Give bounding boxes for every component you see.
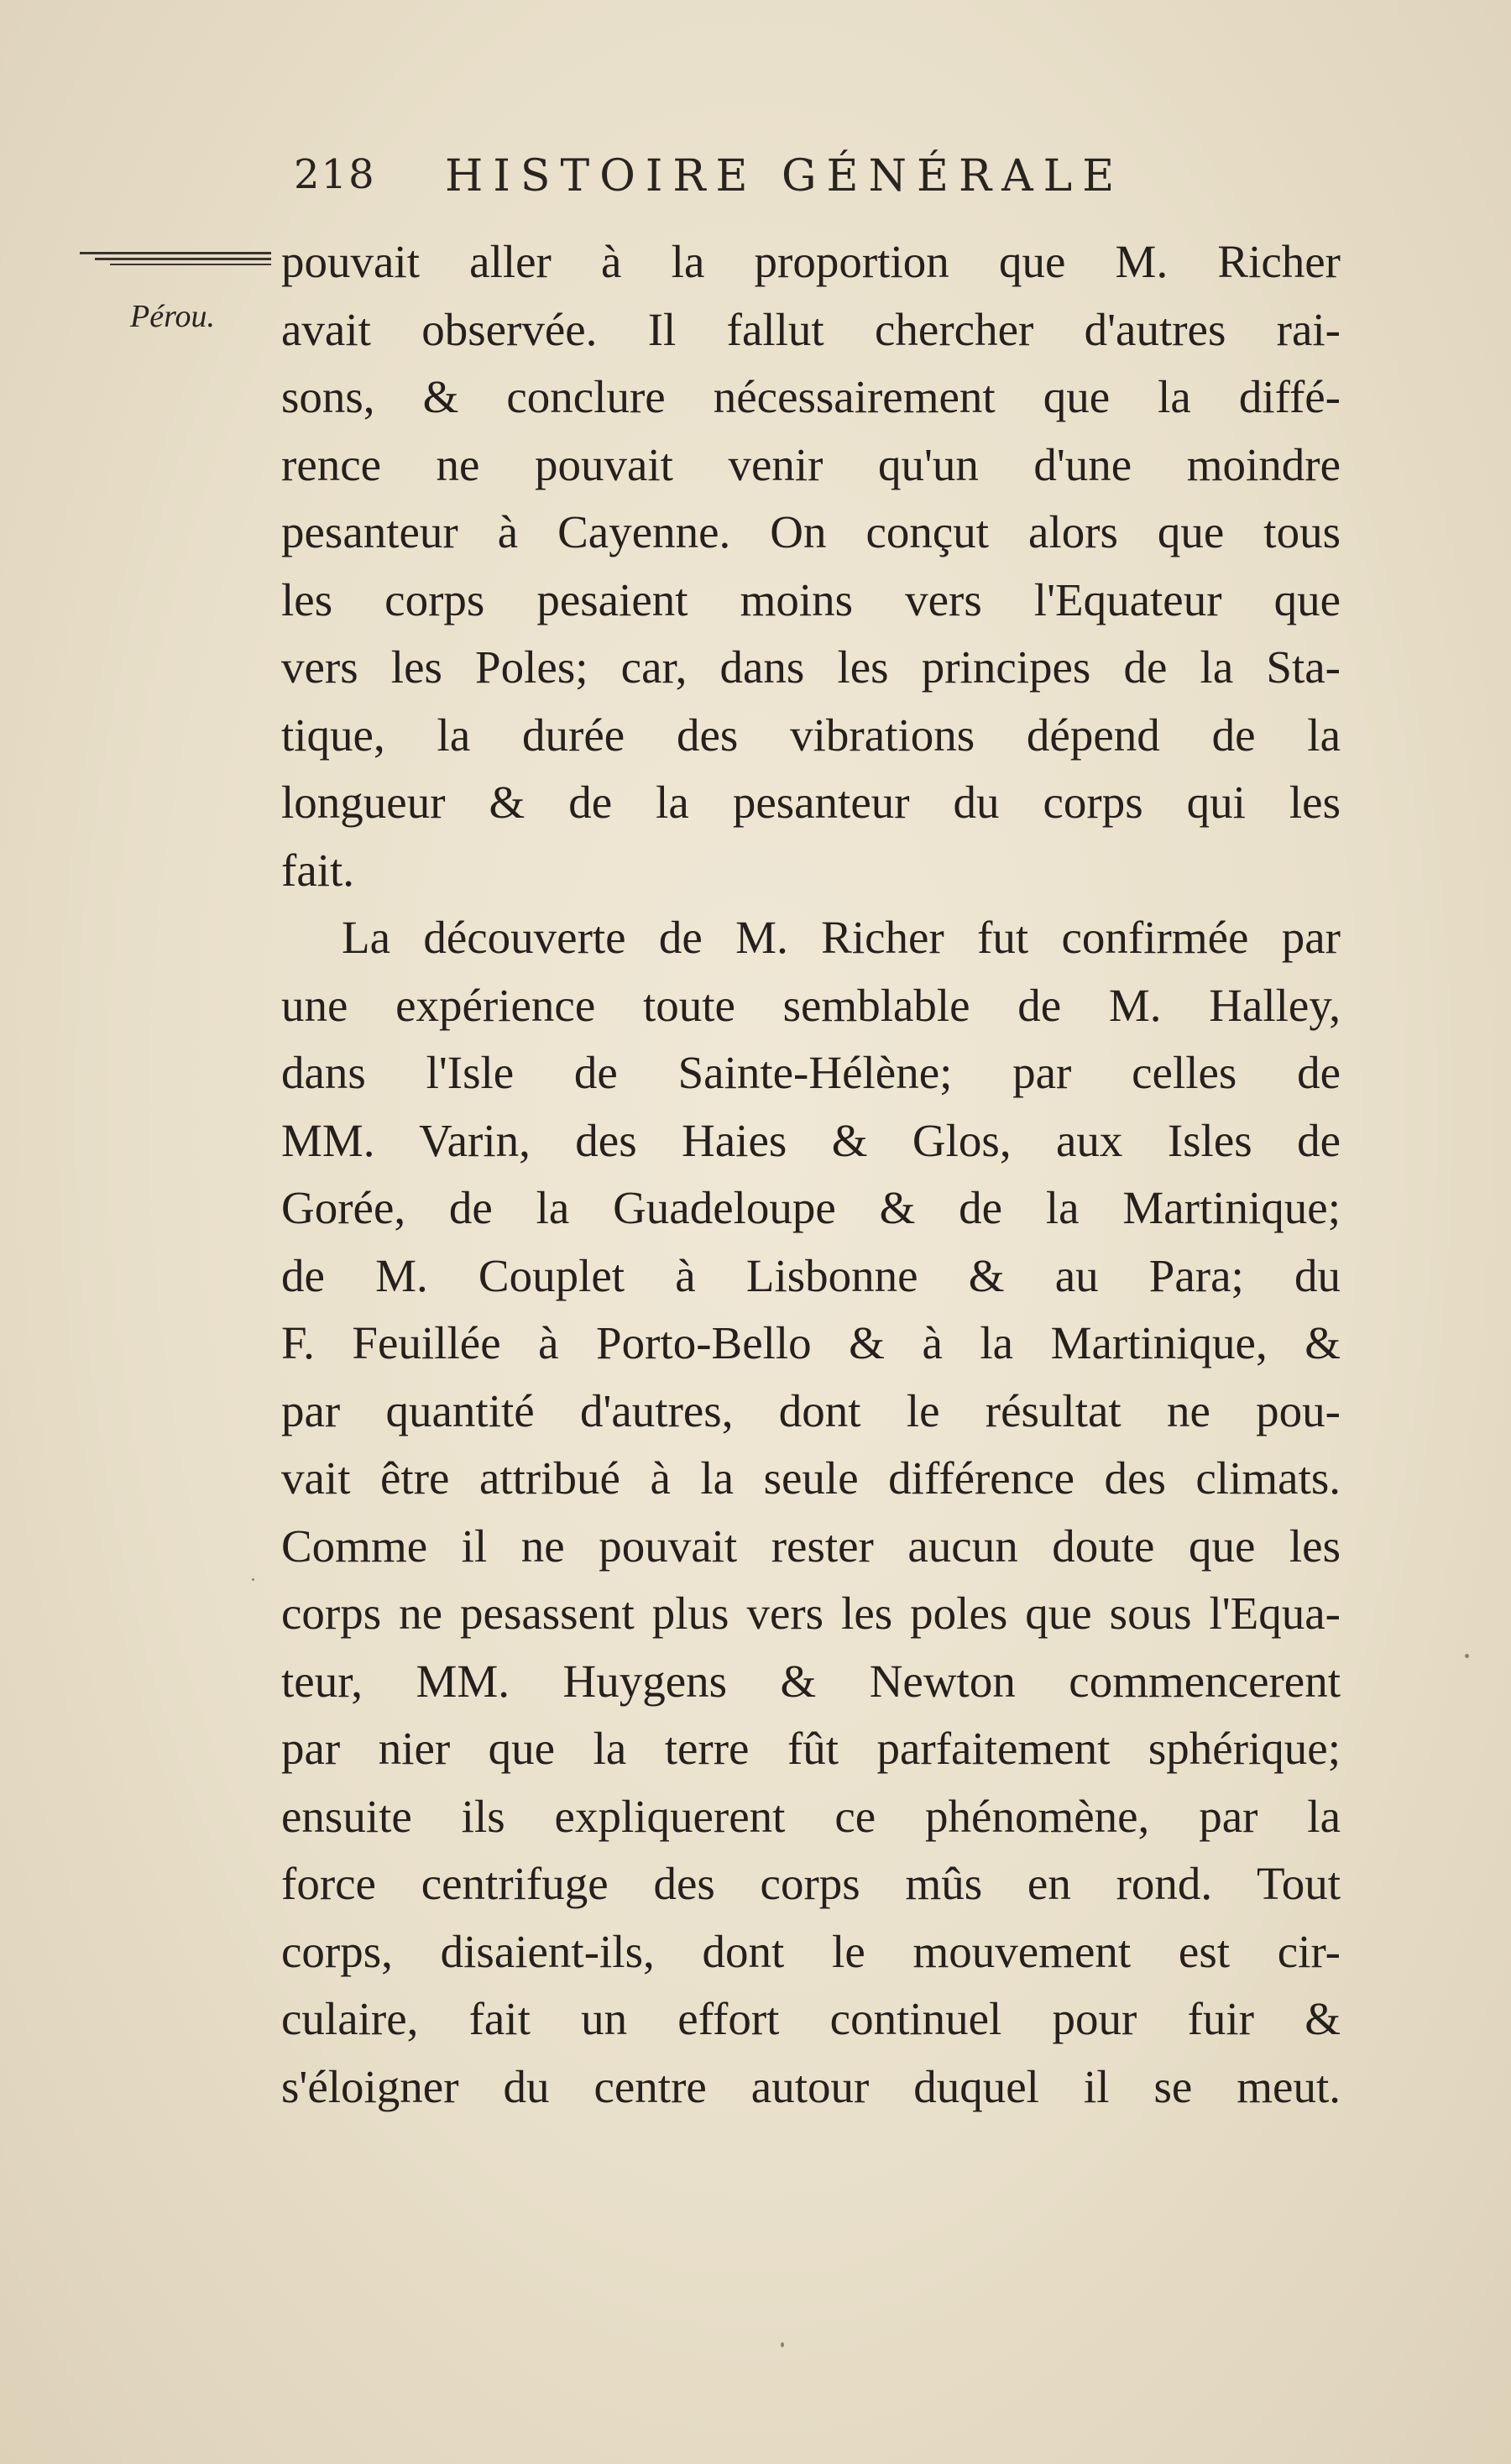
text-line: tique, la durée des vibrations dépend de la [281,709,1341,761]
text-line: longueur & de la pesanteur du corps qui les [281,777,1341,828]
text-line: pouvait aller à la proportion que M. Richer [281,236,1341,287]
text-line: sons, & conclure nécessairement que la diffé- [281,371,1341,422]
text-line: Comme il ne pouvait rester aucun doute que les [281,1520,1341,1572]
text-line: rence ne pouvait venir qu'un d'une moindre [281,438,1341,490]
text-line: F. Feuillée à Porto-Bello & à la Martinique, & [281,1317,1341,1368]
text-line: de M. Couplet à Lisbonne & au Para; du [281,1249,1341,1301]
text-line: corps ne pesassent plus vers les poles que sous l'Equa- [281,1588,1341,1639]
paper-speck [1465,1654,1469,1658]
text-line: Gorée, de la Guadeloupe & de la Martinique; [281,1182,1341,1233]
text-line: ensuite ils expliquerent ce phénomène, par la [281,1790,1341,1842]
text-line: culaire, fait un effort continuel pour fuir & [281,1993,1341,2044]
running-title: HISTOIRE GÉNÉRALE [445,151,1125,201]
text-line: teur, MM. Huygens & Newton commencerent [281,1655,1341,1707]
margin-rule-ornament [80,252,271,265]
text-line: fait. [281,844,355,896]
text-line: vait être attribué à la seule différence des climats. [281,1452,1341,1504]
paper-speck [781,2342,784,2347]
text-line: avait observée. Il fallut chercher d'autres rai- [281,303,1341,355]
text-line: une expérience toute semblable de M. Halley, [281,979,1341,1031]
body-text [281,228,1341,2121]
text-line: pesanteur à Cayenne. On conçut alors que tous [281,506,1341,557]
text-line: vers les Poles; car, dans les principes de la Sta- [281,641,1341,693]
text-line: les corps pesaient moins vers l'Equateur que [281,573,1341,625]
margin-note: Pérou. [130,299,215,334]
page-header [294,151,1343,218]
text-line: MM. Varin, des Haies & Glos, aux Isles de [281,1114,1341,1166]
text-line: force centrifuge des corps mûs en rond. Tout [281,1858,1341,1909]
text-line: par nier que la terre fût parfaitement sphérique; [281,1723,1341,1774]
text-line: corps, disaient-ils, dont le mouvement est cir- [281,1925,1341,1977]
paper-speck [252,1578,254,1581]
text-line: dans l'Isle de Sainte-Hélène; par celles de [281,1047,1341,1098]
page-number: 218 [294,151,376,198]
text-line: par quantité d'autres, dont le résultat ne pou- [281,1384,1341,1436]
paragraph-start-line: La découverte de M. Richer fut confirmée par [342,912,1341,963]
text-line: s'éloigner du centre autour duquel il se meut. [281,2060,1341,2112]
